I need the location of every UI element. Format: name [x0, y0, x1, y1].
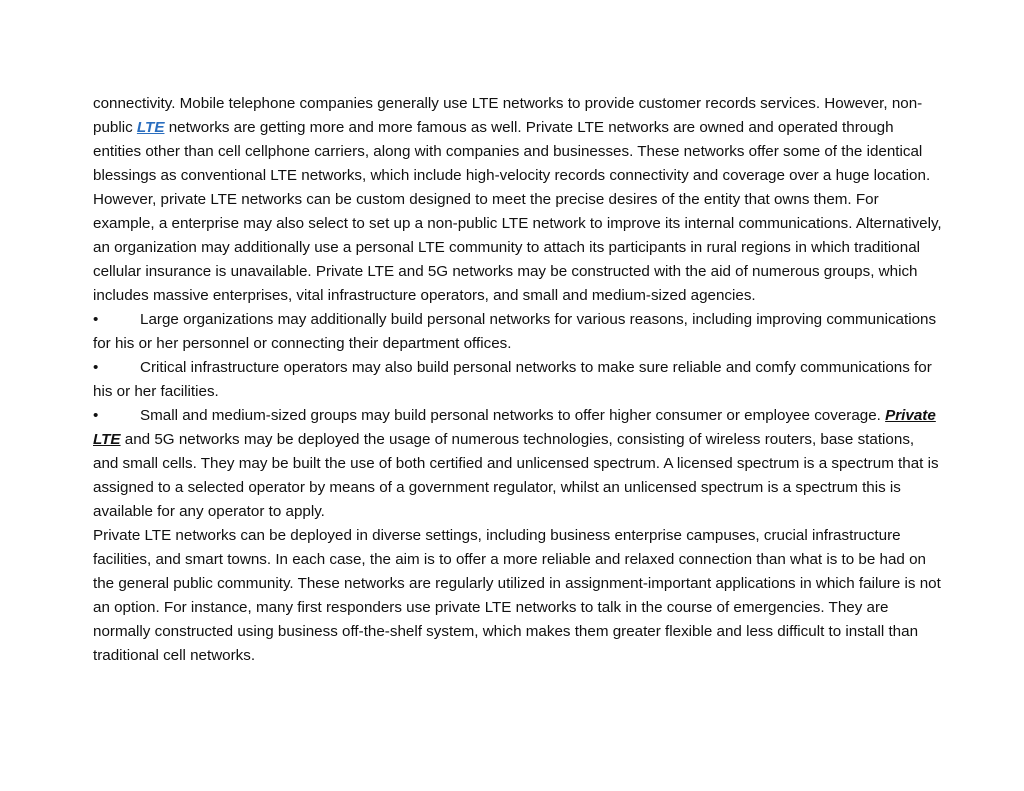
paragraph-intro-text-b: networks are getting more and more famous as well. Private LTE networks are owned and operated through entities other than cell cellphone carriers, along with companies and businesses. These networks offer some of the identical blessings as conventional LTE networks, which include high-velocity records connectivity and coverage over a huge location. However, private LTE networks can be custom designed to meet the precise desires of the entity that owns them. For example, a enterprise may also select to set up a non-public LTE network to improve its internal communications. Alternatively, an organization may additionally use a personal LTE community to attach its participants in rural regions in which traditional cellular insurance is unavailable. Private LTE and 5G networks may be constructed with the aid of numerous groups, which includes massive enterprises, vital infrastructure operators, and small and medium-sized agencies.: [93, 119, 942, 304]
bullet-item-3-text-a: Small and medium-sized groups may build personal networks to offer higher consumer or employee coverage.: [140, 407, 886, 424]
bullet-marker: •: [93, 407, 99, 424]
paragraph-intro: [93, 92, 943, 308]
bullet-item-2-text: Critical infrastructure operators may also build personal networks to make sure reliable and comfy communications for his or her facilities.: [93, 359, 932, 400]
document-body: [93, 92, 943, 668]
bullet-item-2: [93, 356, 943, 404]
bullet-item-1-text: Large organizations may additionally build personal networks for various reasons, including improving communications for his or her personnel or connecting their department offices.: [93, 311, 937, 352]
bullet-item-1: [93, 308, 943, 356]
bullet-item-3: [93, 404, 943, 524]
bullet-marker: •: [93, 359, 99, 376]
lte-link[interactable]: LTE: [136, 119, 165, 136]
bullet-item-3-text-b: and 5G networks may be deployed the usage of numerous technologies, consisting of wireless routers, base stations, and small cells. They may be built the use of both certified and unlicensed spectrum. A licensed spectrum is a spectrum that is assigned to a selected operator by means of a government regulator, whilst an unlicensed spectrum is a spectrum this is available for any operator to apply.: [93, 431, 939, 520]
paragraph-intro-text-a: connectivity. Mobile telephone companies generally use LTE networks to provide customer records services. However, non-public: [93, 95, 923, 136]
private-lte-link[interactable]: Private LTE: [93, 407, 936, 448]
bullet-marker: •: [93, 311, 99, 328]
paragraph-deployment: Private LTE networks can be deployed in diverse settings, including business enterprise campuses, crucial infrastructure facilities, and smart towns. In each case, the aim is to offer a more reliable and relaxed connection than what is to be had on the general public community. These networks are regularly utilized in assignment-important applications in which failure is not an option. For instance, many first responders use private LTE networks to talk in the course of emergencies. They are normally constructed using business off-the-shelf system, which makes them greater flexible and less difficult to install than traditional cell networks.: [93, 527, 941, 664]
